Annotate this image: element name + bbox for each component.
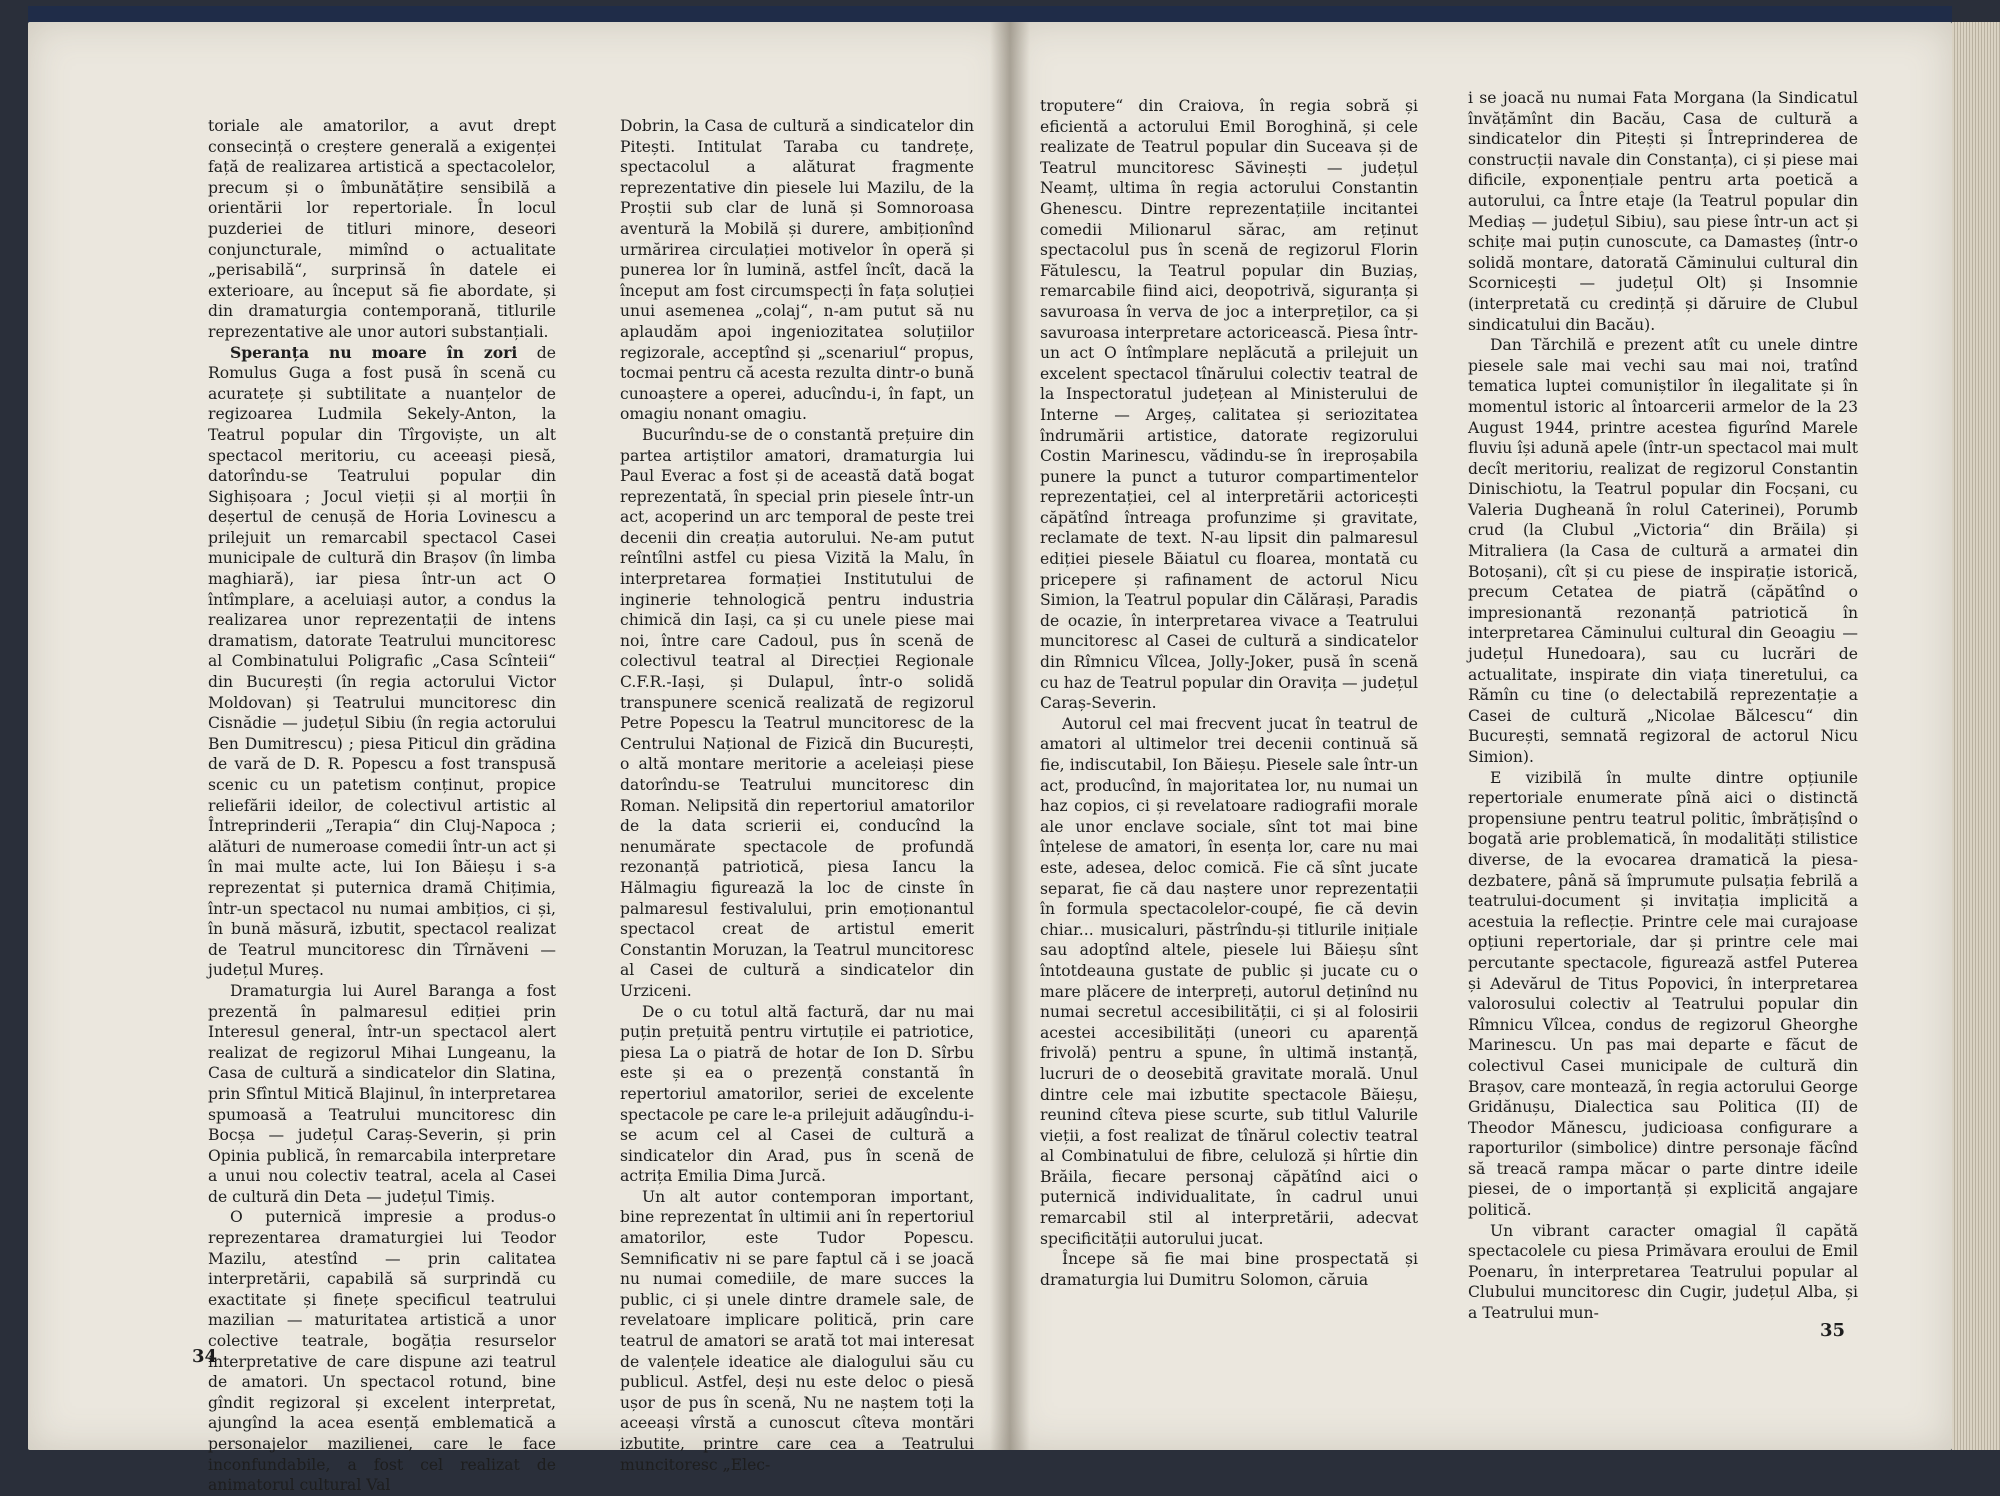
right-column-2 — [1468, 88, 1858, 1324]
paragraph: E vizibilă în multe dintre opțiunile repertoriale enumerate pînă aici o distinctă propensiune pentru teatrul politic, îmbrățișînd o bogată arie problematică, în modalități stilistice diverse, de la evocarea dramatică la piesa-dezbatere, până să împrumute pulsația febrilă a teatrului-document și invitația implicită a acestuia la reflecție. Printre cele mai curajoase opțiuni repertoriale, dar și printre cele mai percutante spectacole, figurează astfel Puterea și Adevărul de Titus Popovici, în interpretarea valorosului colectiv al Teatrului popular din Rîmnicu Vîlcea, condus de regizorul Gheorghe Marinescu. Un pas mai departe e făcut de colectivul Casei municipale de cultură din Brașov, care montează, în regia actorului George Gridănușu, Dialectica sau Politica (II) de Theodor Mănescu, judicioasa configurare a raporturilor (simbolice) dintre personaje făcînd să treacă rampa măcar o parte dintre ideile piesei, de o importanță și explicită angajare politică. — [1468, 768, 1858, 1220]
book-cover-edge — [28, 6, 1952, 22]
paragraph: i se joacă nu numai Fata Morgana (la Sindicatul învățămînt din Bacău, Casa de cultură a sindicatelor din Pitești și Întreprinderea de construcții navale din Constanța), ci și piese mai dificile, exponențiale pentru arta poetică a autorului, ca Între etaje (la Teatrul popular din Mediaș — județul Sibiu), sau piese într-un act și schițe mai puțin cunoscute, ca Damasteș (într-o solidă montare, datorată Căminului cultural din Scornicești — județul Olt) și Insomnie (interpretată cu credință și dăruire de Clubul sindicatului din Bacău). — [1468, 89, 1858, 334]
paragraph: Începe să fie mai bine prospectată și dramaturgia lui Dumitru Solomon, căruia — [1040, 1250, 1418, 1289]
paragraph: De o cu totul altă factură, dar nu mai puțin prețuită pentru virtuțile ei patriotice, piesa La o piatră de hotar de Ion D. Sîrbu este și ea o prezență constantă în repertoriul amatorilor, seriei de excelente spectacole pe care le-a prilejuit adăugîndu-i-se acum cel al Casei de cultură a sindicatelor din Arad, pus în scenă de actrița Emilia Dima Jurcă. — [620, 1002, 974, 1186]
paragraph: Autorul cel mai frecvent jucat în teatrul de amatori al ultimelor trei decenii continuă să fie, indiscutabil, Ion Băieșu. Piesele sale într-un act, producînd, în majoritatea lor, nu numai un haz copios, ci și revelatoare radiografii morale ale unor enclave sociale, sînt tot mai bine înțelese de amatori, în esența lor, care nu mai este, adesea, deloc comică. Fie că sînt jucate separat, fie că dau naștere unor reprezentații în formula spectacolelor-coupé, fie că devin chiar... musicaluri, păstrîndu-și titlurile inițiale sau adoptînd altele, piesele lui Băieșu sînt întotdeauna gustate de public și jucate cu o mare plăcere de interpreți, autorul deținînd nu numai secretul accesibilității, ci și al folosirii acestei accesibilități (uneori cu aparență frivolă) pentru a spune, în ultimă instanță, lucruri de o deosebită gravitate morală. Unul dintre cele mai izbutite spectacole Băieșu, reunind cîteva piese scurte, sub titlul Valurile vieții, a fost realizat de tînărul colectiv teatral al Combinatului de fibre, celuloză și hîrtie din Brăila, fiecare personaj căpătînd aici o puternică individualitate, în cadrul unui remarcabil stil al interpretării, adecvat specificității autorului jucat. — [1040, 714, 1418, 1248]
paragraph: Dramaturgia lui Aurel Baranga a fost prezentă în palmaresul ediției prin Interesul general, într-un spectacol alert realizat de regizorul Mihai Lungeanu, la Casa de cultură a sindicatelor din Slatina, prin Sfîntul Mitică Blajinul, în interpretarea spumoasă a Teatrului muncitoresc din Bocșa — județul Caraș-Severin, și prin Opinia publică, în remarcabila interpretare a unui nou colectiv teatral, acela al Casei de cultură din Deta — județul Timiș. — [208, 981, 556, 1206]
page-edges — [1952, 22, 2000, 1450]
paragraph: toriale ale amatorilor, a avut drept consecință o creștere generală a exigenței față de realizarea artistică a spectacolelor, precum și o îmbunătățire sensibilă a orientării lor repertoriale. În locul puzderiei de titluri minore, deseori conjuncturale, mimînd o actualitate „perisabilă“, surprinsă în datele ei exterioare, au început să fie abordate, și din dramaturgia contemporană, titlurile reprezentative ale unor autori substanțiali. — [208, 117, 556, 341]
paragraph: troputere“ din Craiova, în regia sobră și eficientă a actorului Emil Boroghină, și cele realizate de Teatrul popular din Suceava și de Teatrul muncitoresc Săvinești — județul Neamț, ultima în regia actorului Constantin Ghenescu. Dintre reprezentațiile incitantei comedii Milionarul sărac, am reținut spectacolul pus în scenă de regizorul Florin Fătulescu, la Teatrul popular din Buziaș, remarcabile fiind aici, deopotrivă, siguranța și savuroasa în verva de joc a interpreților, ca și savuroasa interpretare actoricească. Piesa într-un act O întîmplare neplăcută a prilejuit un excelent spectacol tînărului colectiv teatral de la Inspectoratul județean al Ministerului de Interne — Argeș, calitatea și seriozitatea îndrumării artistice, datorate regizorului Costin Marinescu, vădindu-se în ireproșabila punere la punct a tuturor compartimentelor reprezentației, cel al interpretării actoricești căpătînd întreaga profunzime și gravitate, reclamate de text. N-au lipsit din palmaresul ediției piesele Băiatul cu floarea, montată cu pricepere și rafinament de actorul Nicu Simion, la Teatrul popular din Călărași, Paradis de ocazie, în interpretarea vivace a Teatrului muncitoresc al Casei de cultură a sindicatelor din Rîmnicu Vîlcea, Jolly-Joker, pusă în scenă cu haz de Teatrul popular din Oravița — județul Caraș-Severin. — [1040, 97, 1418, 713]
bold-title: Speranța nu moare în zori — [230, 342, 518, 362]
page-number-right: 35 — [1820, 1320, 1846, 1341]
right-column-1 — [1040, 96, 1418, 1290]
page-number-left: 34 — [192, 1346, 218, 1367]
left-column-1 — [208, 116, 556, 1496]
paragraph: O puternică impresie a produs-o reprezentarea dramaturgiei lui Teodor Mazilu, atestînd — prin calitatea interpretării, capabilă să surprindă cu exactitate și finețe specificul teatrului mazilian — maturitatea artistică a unor colective teatrale, bogăția resurselor interpretative de care dispune azi teatrul de amatori. Un spectacol rotund, bine gîndit regizoral și excelent interpretat, ajungînd la acea esență emblematică a personajelor mazilienei, care le face inconfundabile, a fost cel realizat de animatorul cultural Val — [208, 1208, 556, 1495]
paragraph: Un vibrant caracter omagial îl capătă spectacolele cu piesa Primăvara eroului de Emil Poenaru, în interpretarea Teatrului popular al Clubului muncitoresc din Cugir, județul Alba, și a Teatrului mun- — [1468, 1221, 1858, 1323]
paragraph — [208, 343, 556, 981]
paragraph-text: de Romulus Guga a fost pusă în scenă cu acuratețe și subtilitate a nuanțelor de regizoarea Ludmila Sekely-Anton, la Teatrul popular din Tîrgoviște, un alt spectacol meritoriu, cu aceeași piesă, datorîndu-se Teatrului popular din Sighișoara ; Jocul vieții și al morții în deșertul de cenușă de Horia Lovinescu a prilejuit un remarcabil spectacol Casei municipale de cultură din Brașov (în limba maghiară), iar piesa într-un act O întîmplare, a aceluiași autor, a condus la realizarea unor reprezentații de intens dramatism, datorate Teatrului muncitoresc al Combinatului Poligrafic „Casa Scînteii“ din București (în regia actorului Victor Moldovan) și Teatrului muncitoresc din Cisnădie — județul Sibiu (în regia actorului Ben Dumitrescu) ; piesa Piticul din grădina de vară de D. R. Popescu a fost transpusă scenic cu un patetism conținut, propice reliefării ideilor, de colectivul artistic al Întreprinderii „Terapia“ din Cluj-Napoca ; alături de numeroase comedii într-un act și în mai multe acte, lui Ion Băieșu i s-a reprezentat și puternica dramă Chițimia, într-un spectacol nu numai ambițios, ci și, în bună măsură, izbutit, spectacol realizat de Teatrul muncitoresc din Tîrnăveni — județul Mureș. — [208, 343, 556, 980]
book-gutter — [990, 22, 1030, 1450]
left-column-2 — [620, 116, 974, 1475]
paragraph: Dan Tărchilă e prezent atît cu unele dintre piesele sale mai vechi sau mai noi, tratînd tematica luptei comuniștilor în ilegalitate și în momentul istoric al întoarcerii armelor de la 23 August 1944, printre acestea figurînd Marele fluviu își adună apele (într-un spectacol mai mult decît meritoriu, realizat de regizorul Constantin Dinischiotu, la Teatrul popular din Focșani, cu Valeria Dugheană în rolul Caterinei), Porumb crud (la Clubul „Victoria“ din Brăila) și Mitraliera (la Casa de cultură a armatei din Botoșani), cît și cu piese de inspirație istorică, precum Cetatea de piatră (căpătînd o impresionantă rezonanță patriotică în interpretarea Căminului cultural din Geoagiu — județul Hunedoara), sau cu lucrări de actualitate, inspirate din viața tineretului, ca Rămîn cu tine (o delectabilă reprezentație a Casei de cultură „Nicolae Bălcescu“ din București, semnată regizoral de actorul Nicu Simion). — [1468, 336, 1858, 766]
paragraph: Un alt autor contemporan important, bine reprezentat în ultimii ani în repertoriul amatorilor, este Tudor Popescu. Semnificativ ni se pare faptul că i se joacă nu numai comediile, de mare succes la public, ci și unele dintre dramele sale, de revelatoare implicare politică, prin care teatrul de amatori se arată tot mai interesat de valențele ideatice ale dialogului său cu publicul. Astfel, deși nu este deloc o piesă ușor de pus în scenă, Nu ne naștem toți la aceeași vîrstă a cunoscut cîteva montări izbutite, printre care cea a Teatrului muncitoresc „Elec- — [620, 1187, 974, 1474]
paragraph: Bucurîndu-se de o constantă prețuire din partea artiștilor amatori, dramaturgia lui Paul Everac a fost și de această dată bogat reprezentată, în special prin piesele într-un act, acoperind un arc temporal de peste trei decenii din creația autorului. Ne-am putut reîntîlni astfel cu piesa Vizită la Malu, în interpretarea formației Institutului de inginerie tehnologică pentru industria chimică din Iași, ca și cu unele piese mai noi, între care Cadoul, pus în scenă de colectivul teatral al Direcției Regionale C.F.R.-Iași, și Dulapul, într-o solidă transpunere scenică realizată de regizorul Petre Popescu la Teatrul muncitoresc de la Centrului Național de Fizică din București, o altă montare meritorie a aceleiași piese datorîndu-se Teatrului muncitoresc din Roman. Nelipsită din repertoriul amatorilor de la data scrierii ei, conducînd la nenumărate spectacole de profundă rezonanță patriotică, piesa Iancu la Hălmagiu figurează la loc de cinste în palmaresul festivalului, prin emoționantul spectacol creat de artistul emerit Constantin Moruzan, la Teatrul muncitoresc al Casei de cultură a sindicatelor din Urziceni. — [620, 425, 974, 1000]
paragraph: Dobrin, la Casa de cultură a sindicatelor din Pitești. Intitulat Taraba cu tandrețe, spectacolul a alăturat fragmente reprezentative din piesele lui Mazilu, de la Proștii sub clar de lună și Somnoroasa aventură la Mobilă și durere, ambiționînd urmărirea circulației motivelor în operă și punerea lor în lumină, astfel încît, dacă la început am fost circumspecți în fața soluției unui asemenea „colaj“, n-am putut să nu aplaudăm apoi ingeniozitatea soluțiilor regizorale, acceptînd și „scenariul“ propus, tocmai pentru că acesta rezulta dintr-o bună cunoaștere a operei, aducîndu-i, în fapt, un omagiu nonant omagiu. — [620, 117, 974, 424]
